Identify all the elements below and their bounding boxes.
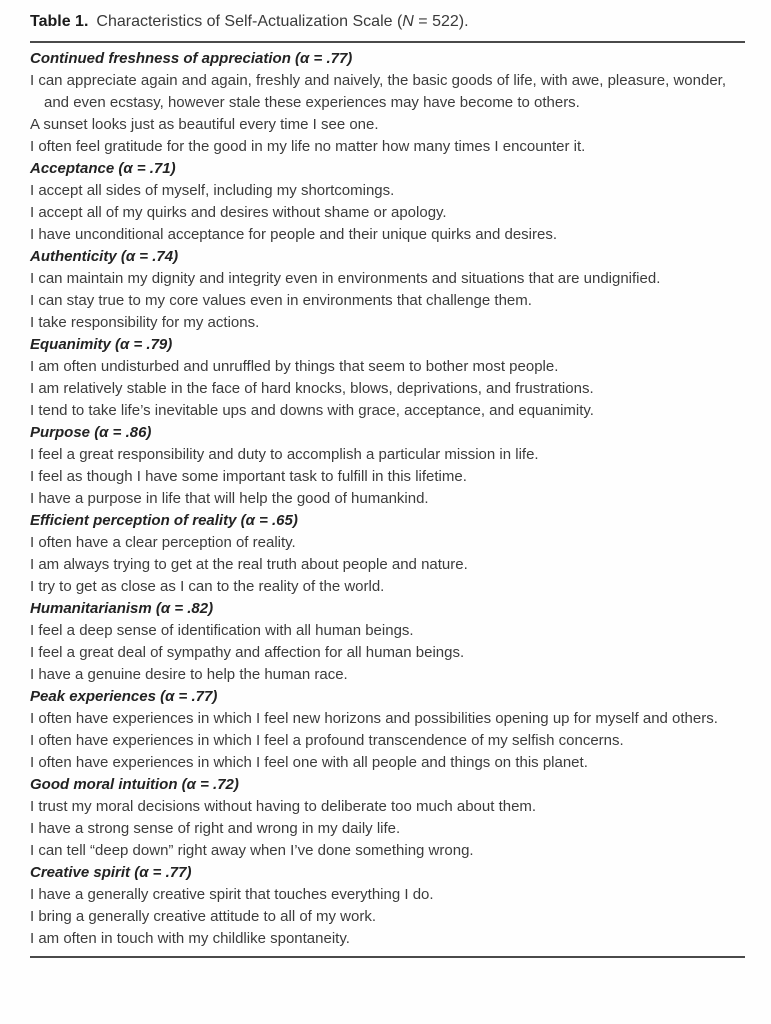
scale-item: I trust my moral decisions without having to deliberate too much about them. <box>30 798 537 815</box>
subscale-heading <box>30 158 745 180</box>
scale-item: I am often in touch with my childlike spontaneity. <box>30 930 350 947</box>
scale-item: I can stay true to my core values even in environments that challenge them. <box>30 292 532 309</box>
table-caption <box>96 13 468 30</box>
subscale-heading <box>30 334 745 356</box>
scale-item: I tend to take life’s inevitable ups and downs with grace, acceptance, and equanimity. <box>30 402 594 419</box>
scale-item: I accept all of my quirks and desires without shame or apology. <box>30 204 447 221</box>
table-caption-post: = 522). <box>413 13 469 30</box>
subscale-alpha: (α = .82) <box>155 600 214 617</box>
scale-item: I often have a clear perception of reality. <box>30 534 296 551</box>
subscale-name: Humanitarianism <box>30 600 156 617</box>
scale-item: I am always trying to get at the real truth about people and nature. <box>30 556 468 573</box>
subscale-name: Creative spirit <box>30 864 135 881</box>
scale-item: I often feel gratitude for the good in my life no matter how many times I encounter it. <box>30 138 586 155</box>
scale-item: I am often undisturbed and unruffled by things that seem to bother most people. <box>30 358 559 375</box>
scale-item: I have a strong sense of right and wrong in my daily life. <box>30 820 401 837</box>
subscale-heading <box>30 774 745 796</box>
scale-item: I have a genuine desire to help the human race. <box>30 666 348 683</box>
scale-item: I feel a great responsibility and duty to accomplish a particular mission in life. <box>30 446 539 463</box>
subscale-heading <box>30 48 745 70</box>
scale-item: I have a generally creative spirit that touches everything I do. <box>30 886 434 903</box>
subscale-name: Authenticity <box>30 248 121 265</box>
scale-item: I can maintain my dignity and integrity even in environments and situations that are undignified. <box>30 270 661 287</box>
subscale-alpha: (α = .65) <box>240 512 298 529</box>
subscale-heading <box>30 686 745 708</box>
subscale-alpha: (α = .71) <box>118 160 176 177</box>
table-caption-pre: Characteristics of Self-Actualization Scale ( <box>96 13 403 30</box>
scale-item: I bring a generally creative attitude to all of my work. <box>30 908 376 925</box>
subscale-heading <box>30 510 745 532</box>
scale-item: I often have experiences in which I feel new horizons and possibilities opening up for myself and others. <box>30 710 718 727</box>
subscale-alpha: (α = .86) <box>94 424 152 441</box>
scale-item: I have a purpose in life that will help the good of humankind. <box>30 490 429 507</box>
scale-item: I can appreciate again and again, freshly and naively, the basic goods of life, with awe, pleasure, wonder, and even ecstasy, however stale these experiences may have become to others. <box>30 72 726 111</box>
scale-item: I feel as though I have some important task to fulfill in this lifetime. <box>30 468 467 485</box>
subscale-name: Good moral intuition <box>30 776 182 793</box>
scale-item: I feel a deep sense of identification with all human beings. <box>30 622 414 639</box>
scale-item: I try to get as close as I can to the reality of the world. <box>30 578 385 595</box>
scale-item: I often have experiences in which I feel a profound transcendence of my selfish concerns. <box>30 732 624 749</box>
subscale-alpha: (α = .77) <box>160 688 218 705</box>
subscale-name: Acceptance <box>30 160 119 177</box>
scale-item: I can tell “deep down” right away when I’ve done something wrong. <box>30 842 474 859</box>
subscale-alpha: (α = .77) <box>134 864 192 881</box>
subscale-name: Peak experiences <box>30 688 161 705</box>
subscale-name: Efficient perception of reality <box>30 512 241 529</box>
scale-item: I am relatively stable in the face of hard knocks, blows, deprivations, and frustrations. <box>30 380 594 397</box>
table-bottom-rule <box>30 956 745 958</box>
subscale-name: Continued freshness of appreciation <box>30 50 296 67</box>
table-number: Table 1. <box>30 13 89 30</box>
table-title <box>30 12 745 32</box>
subscale-heading <box>30 246 745 268</box>
subscale-alpha: (α = .77) <box>295 50 353 67</box>
subscale-name: Purpose <box>30 424 95 441</box>
scale-item: A sunset looks just as beautiful every time I see one. <box>30 116 379 133</box>
scale-item: I often have experiences in which I feel one with all people and things on this planet. <box>30 754 588 771</box>
scale-item: I take responsibility for my actions. <box>30 314 260 331</box>
subscale-alpha: (α = .72) <box>181 776 239 793</box>
subscale-heading <box>30 598 745 620</box>
subscale-heading <box>30 862 745 884</box>
subscale-alpha: (α = .79) <box>115 336 173 353</box>
subscale-heading <box>30 422 745 444</box>
scale-item: I accept all sides of myself, including my shortcomings. <box>30 182 395 199</box>
subscale-alpha: (α = .74) <box>120 248 179 265</box>
scale-item: I have unconditional acceptance for people and their unique quirks and desires. <box>30 226 558 243</box>
subscale-name: Equanimity <box>30 336 116 353</box>
table-caption-n: N <box>402 13 414 30</box>
scale-item: I feel a great deal of sympathy and affection for all human beings. <box>30 644 465 661</box>
table-body <box>30 43 745 950</box>
